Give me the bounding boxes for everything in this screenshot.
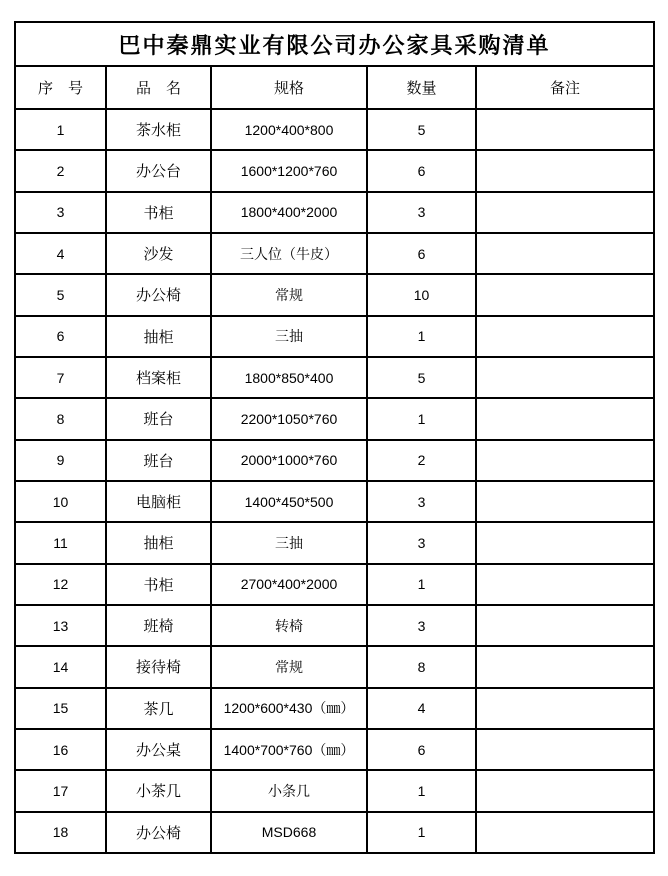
cell-remark [476,770,654,811]
table-row [15,357,654,398]
cell-qty: 4 [367,688,476,729]
cell-spec: 1600*1200*760 [211,150,367,191]
cell-spec: 1400*450*500 [211,481,367,522]
cell-spec: 常规 [211,274,367,315]
cell-remark [476,812,654,853]
cell-name: 书柜 [106,192,211,233]
cell-name: 小茶几 [106,770,211,811]
cell-spec: 三抽 [211,316,367,357]
cell-no: 8 [15,398,106,439]
cell-remark [476,150,654,191]
cell-qty: 10 [367,274,476,315]
cell-remark [476,192,654,233]
cell-spec: 小条几 [211,770,367,811]
cell-spec: 转椅 [211,605,367,646]
table-row [15,812,654,853]
cell-name: 抽柜 [106,316,211,357]
cell-remark [476,522,654,563]
cell-remark [476,729,654,770]
cell-qty: 5 [367,109,476,150]
table-row [15,481,654,522]
cell-spec: 1200*600*430（㎜） [211,688,367,729]
table-row [15,688,654,729]
cell-qty: 1 [367,812,476,853]
table-row [15,150,654,191]
cell-spec: 1400*700*760（㎜） [211,729,367,770]
cell-qty: 5 [367,357,476,398]
cell-remark [476,233,654,274]
table-row [15,605,654,646]
cell-qty: 1 [367,564,476,605]
cell-remark [476,481,654,522]
table-row [15,274,654,315]
cell-qty: 6 [367,150,476,191]
cell-no: 14 [15,646,106,687]
cell-spec: 1800*400*2000 [211,192,367,233]
cell-remark [476,316,654,357]
table-row [15,729,654,770]
column-header-spec: 规格 [211,66,367,109]
cell-qty: 2 [367,440,476,481]
table-row [15,398,654,439]
cell-remark [476,646,654,687]
table-body [15,109,654,853]
cell-name: 办公桌 [106,729,211,770]
cell-no: 9 [15,440,106,481]
column-header-name: 品 名 [106,66,211,109]
column-header-no: 序 号 [15,66,106,109]
cell-qty: 3 [367,605,476,646]
cell-name: 接待椅 [106,646,211,687]
cell-name: 茶几 [106,688,211,729]
cell-spec: 2200*1050*760 [211,398,367,439]
cell-remark [476,605,654,646]
cell-spec: 1200*400*800 [211,109,367,150]
table-row [15,316,654,357]
cell-remark [476,109,654,150]
cell-qty: 1 [367,770,476,811]
cell-name: 班台 [106,398,211,439]
cell-name: 档案柜 [106,357,211,398]
cell-name: 办公椅 [106,274,211,315]
column-header-remark: 备注 [476,66,654,109]
cell-no: 5 [15,274,106,315]
table-row [15,192,654,233]
column-header-qty: 数量 [367,66,476,109]
cell-qty: 3 [367,481,476,522]
cell-no: 13 [15,605,106,646]
cell-name: 办公台 [106,150,211,191]
cell-name: 书柜 [106,564,211,605]
cell-no: 7 [15,357,106,398]
cell-no: 2 [15,150,106,191]
cell-remark [476,357,654,398]
cell-name: 班台 [106,440,211,481]
cell-no: 6 [15,316,106,357]
cell-name: 茶水柜 [106,109,211,150]
cell-name: 电脑柜 [106,481,211,522]
cell-name: 沙发 [106,233,211,274]
table-row [15,109,654,150]
cell-spec: 常规 [211,646,367,687]
cell-remark [476,688,654,729]
cell-no: 16 [15,729,106,770]
cell-spec: 2000*1000*760 [211,440,367,481]
cell-name: 抽柜 [106,522,211,563]
table-row [15,564,654,605]
cell-spec: MSD668 [211,812,367,853]
cell-remark [476,564,654,605]
cell-qty: 1 [367,316,476,357]
table-row [15,522,654,563]
procurement-table [14,21,655,854]
cell-no: 15 [15,688,106,729]
table-row [15,440,654,481]
cell-spec: 三人位（牛皮） [211,233,367,274]
cell-remark [476,398,654,439]
cell-qty: 3 [367,192,476,233]
table-row [15,233,654,274]
cell-remark [476,274,654,315]
cell-no: 3 [15,192,106,233]
cell-remark [476,440,654,481]
cell-qty: 6 [367,233,476,274]
title-row [15,22,654,66]
cell-spec: 三抽 [211,522,367,563]
document-title: 巴中秦鼎实业有限公司办公家具采购清单 [15,22,654,66]
cell-no: 17 [15,770,106,811]
cell-no: 4 [15,233,106,274]
table-row [15,770,654,811]
table-row [15,646,654,687]
header-row [15,66,654,109]
cell-no: 12 [15,564,106,605]
cell-no: 11 [15,522,106,563]
cell-no: 10 [15,481,106,522]
cell-no: 1 [15,109,106,150]
cell-name: 办公椅 [106,812,211,853]
cell-qty: 1 [367,398,476,439]
cell-spec: 1800*850*400 [211,357,367,398]
cell-qty: 6 [367,729,476,770]
cell-name: 班椅 [106,605,211,646]
cell-no: 18 [15,812,106,853]
cell-qty: 3 [367,522,476,563]
cell-spec: 2700*400*2000 [211,564,367,605]
cell-qty: 8 [367,646,476,687]
